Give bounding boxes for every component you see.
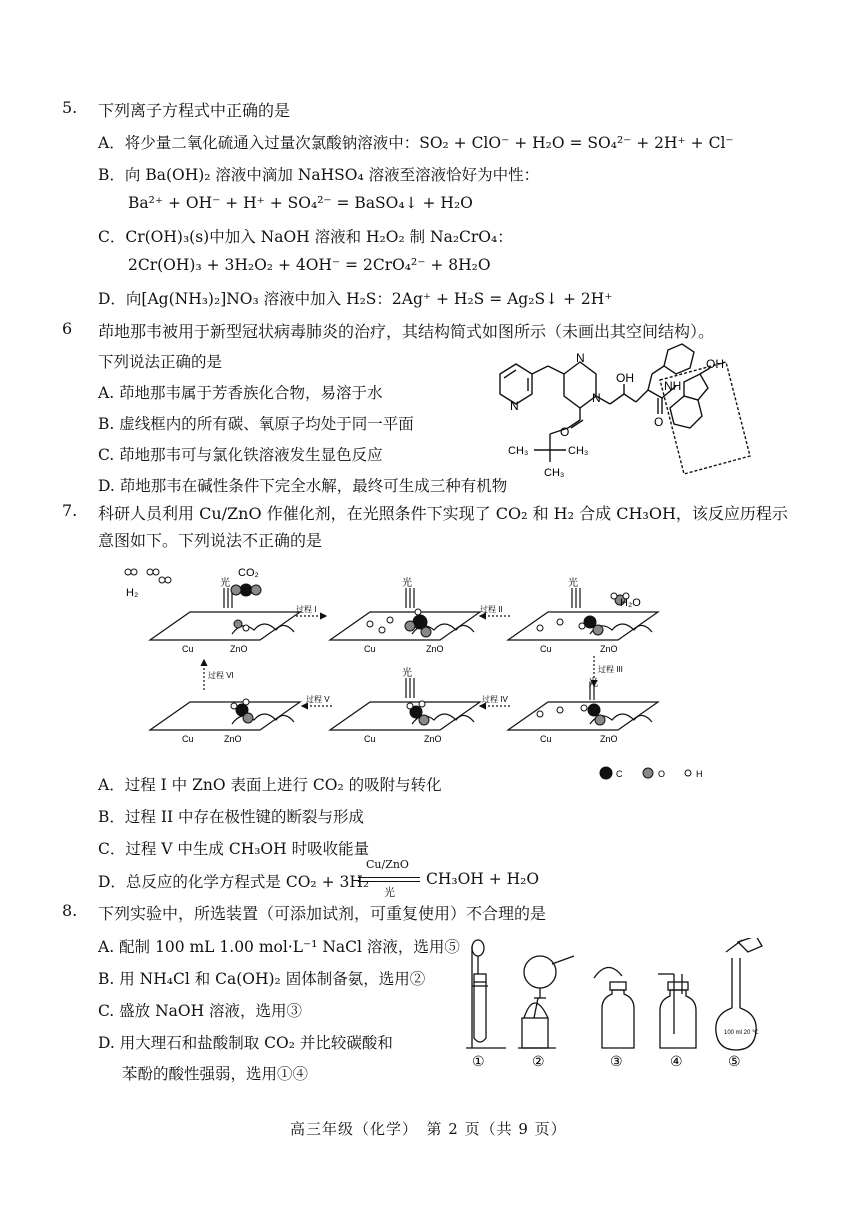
label-zno-3: ZnO bbox=[600, 644, 618, 654]
q8-option-d: D. 用大理石和盐酸制取 CO₂ 并比较碳酸和 bbox=[98, 1034, 393, 1052]
label-process-3: 过程 III bbox=[598, 665, 623, 674]
flask-label: 100 ml 20 ℃ bbox=[724, 1030, 759, 1036]
q7-number: 7. bbox=[62, 501, 78, 520]
label-zno-1: ZnO bbox=[230, 644, 248, 654]
label-cu-6: Cu bbox=[540, 734, 552, 744]
q5-option-b: B．向 Ba(OH)₂ 溶液中滴加 NaHSO₄ 溶液至溶液恰好为中性： bbox=[98, 166, 540, 184]
q8-stem: 下列实验中，所选装置（可添加试剂，可重复使用）不合理的是 bbox=[98, 904, 547, 923]
label-process-2: 过程 II bbox=[480, 605, 503, 614]
q6-option-b: B. 虚线框内的所有碳、氧原子均处于同一平面 bbox=[98, 415, 414, 433]
label-zno-5: ZnO bbox=[424, 734, 442, 744]
q8-option-c: C. 盛放 NaOH 溶液，选用③ bbox=[98, 1002, 303, 1020]
label-cu-1: Cu bbox=[182, 644, 194, 654]
mol-nh-amide: NH bbox=[664, 379, 682, 393]
mol-n-pyridine: N bbox=[510, 399, 519, 413]
label-h2: H₂ bbox=[126, 587, 139, 599]
q7-stem-2: 意图如下。下列说法不正确的是 bbox=[98, 531, 323, 550]
q6-option-d: D. 茚地那韦在碱性条件下完全水解，最终可生成三种有机物 bbox=[98, 477, 508, 495]
label-light-2: 光 bbox=[402, 578, 412, 589]
q5-option-c: C．Cr(OH)₃(s)中加入 NaOH 溶液和 H₂O₂ 制 Na₂CrO₄： bbox=[98, 228, 513, 246]
q8-option-a: A. 配制 100 mL 1.00 mol·L⁻¹ NaCl 溶液，选用⑤ bbox=[98, 938, 460, 956]
label-zno-2: ZnO bbox=[426, 644, 444, 654]
q7-option-d-product: CH₃OH + H₂O bbox=[426, 870, 540, 888]
q7-d-condition-top: Cu/ZnO bbox=[366, 858, 409, 871]
q7-stem: 科研人员利用 Cu/ZnO 作催化剂，在光照条件下实现了 CO₂ 和 H₂ 合成 CH₃OH，该反应历程示 bbox=[98, 504, 788, 523]
label-cu-3: Cu bbox=[540, 644, 552, 654]
label-cu-4: Cu bbox=[182, 734, 194, 744]
label-process-4: 过程 IV bbox=[482, 695, 508, 704]
label-light-3: 光 bbox=[568, 578, 578, 589]
q7-option-a: A．过程 I 中 ZnO 表面上进行 CO₂ 的吸附与转化 bbox=[98, 776, 442, 794]
q7-d-equal-line bbox=[358, 877, 420, 878]
mol-oh-2: OH bbox=[706, 357, 724, 371]
q6-stem: 茚地那韦被用于新型冠状病毒肺炎的治疗，其结构简式如图所示（未画出其空间结构）。 bbox=[98, 322, 715, 341]
indinavir-structure bbox=[488, 338, 770, 480]
apparatus-2-label: ② bbox=[532, 1053, 545, 1069]
q8-number: 8. bbox=[62, 901, 78, 920]
apparatus-figure bbox=[452, 938, 782, 1070]
q6-number: 6 bbox=[62, 319, 73, 338]
label-zno-4: ZnO bbox=[224, 734, 242, 744]
reaction-mechanism-diagram bbox=[120, 560, 840, 780]
apparatus-3-label: ③ bbox=[610, 1053, 623, 1069]
q5-option-a: A．将少量二氧化硫通入过量次氯酸钠溶液中：SO₂ + ClO⁻ + H₂O = SO₄²⁻ + 2H⁺ + Cl⁻ bbox=[98, 134, 734, 152]
label-zno-6: ZnO bbox=[600, 734, 618, 744]
label-h2o: H₂O bbox=[620, 597, 641, 609]
mol-o-carbonyl: O bbox=[560, 425, 570, 439]
apparatus-4-label: ④ bbox=[670, 1053, 683, 1069]
label-cu-2: Cu bbox=[364, 644, 376, 654]
q7-option-b: B．过程 II 中存在极性键的断裂与形成 bbox=[98, 808, 364, 826]
q5-number: 5. bbox=[62, 98, 78, 117]
q8-option-b: B. 用 NH₄Cl 和 Ca(OH)₂ 固体制备氨，选用② bbox=[98, 970, 426, 988]
q7-option-d: D．总反应的化学方程式是 CO₂ + 3H₂ bbox=[98, 873, 370, 891]
label-light-4: 光 bbox=[402, 668, 412, 679]
q7-d-condition-bottom: 光 bbox=[384, 886, 395, 899]
mol-ch3-bottom: CH₃ bbox=[544, 467, 565, 479]
mol-o-amide: O bbox=[654, 415, 664, 429]
q8-option-d-cont: 苯酚的酸性强弱，选用①④ bbox=[122, 1065, 309, 1083]
q6-option-a: A. 茚地那韦属于芳香族化合物，易溶于水 bbox=[98, 384, 383, 402]
q5-option-b-equation: Ba²⁺ + OH⁻ + H⁺ + SO₄²⁻ = BaSO₄↓ + H₂O bbox=[128, 194, 473, 212]
q5-option-c-equation: 2Cr(OH)₃ + 3H₂O₂ + 4OH⁻ = 2CrO₄²⁻ + 8H₂O bbox=[128, 256, 491, 274]
mol-ch3-right: CH₃ bbox=[568, 445, 589, 457]
label-cu-5: Cu bbox=[364, 734, 376, 744]
legend-o: O bbox=[658, 769, 666, 779]
mol-oh-1: OH bbox=[616, 371, 634, 385]
label-process-6: 过程 VI bbox=[208, 671, 234, 680]
mol-n-piperazine-1: N bbox=[576, 351, 585, 365]
label-light-1: 光 bbox=[220, 578, 230, 589]
mol-n-piperazine-2: N bbox=[592, 391, 601, 405]
q6-stem-2: 下列说法正确的是 bbox=[98, 353, 223, 371]
q5-stem: 下列离子方程式中正确的是 bbox=[98, 101, 291, 120]
label-co2: CO₂ bbox=[238, 567, 259, 579]
q6-option-c: C. 茚地那韦可与氯化铁溶液发生显色反应 bbox=[98, 446, 383, 464]
q5-option-d: D．向[Ag(NH₃)₂]NO₃ 溶液中加入 H₂S：2Ag⁺ + H₂S = Ag₂S↓ + 2H⁺ bbox=[98, 290, 613, 308]
apparatus-1-label: ① bbox=[472, 1053, 485, 1069]
q7-d-equal-line-2 bbox=[358, 881, 420, 882]
legend-c: C bbox=[616, 769, 623, 779]
label-process-1: 过程 I bbox=[296, 605, 317, 614]
apparatus-5-label: ⑤ bbox=[728, 1053, 741, 1069]
mol-ch3-left: CH₃ bbox=[508, 445, 529, 457]
label-light-5: 光 bbox=[588, 678, 598, 689]
legend-h: H bbox=[696, 769, 703, 779]
label-process-5: 过程 V bbox=[306, 695, 330, 704]
page-footer: 高三年级（化学） 第 2 页（共 9 页） bbox=[290, 1120, 567, 1138]
q7-option-c: C．过程 V 中生成 CH₃OH 时吸收能量 bbox=[98, 840, 370, 858]
